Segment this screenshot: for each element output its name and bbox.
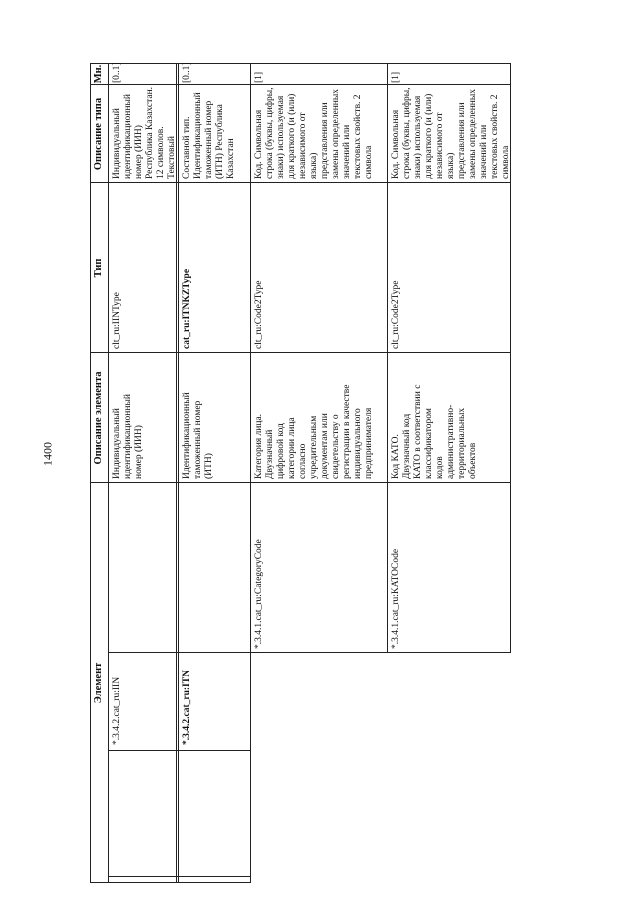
rule-row-2 bbox=[250, 63, 251, 883]
row-2-mult: [0..1] bbox=[182, 62, 192, 83]
rule-row-1b bbox=[178, 63, 179, 883]
row-4-element-desc: Код КАТО. Двузначный код КАТО в соответствии с классификатором кодов административно- территориальных объектов bbox=[391, 384, 478, 479]
rule-row-3 bbox=[387, 63, 388, 653]
header-mult: Мн. bbox=[93, 64, 104, 84]
rule-indent-3 bbox=[108, 652, 510, 653]
element-table bbox=[90, 63, 510, 883]
row-2-type: cat_ru:ITNKZType bbox=[182, 268, 192, 349]
row-2-element: *.3.4.2.cat_ru:ITN bbox=[182, 670, 192, 745]
row-3-element: *.3.4.1.cat_ru:CategoryCode bbox=[254, 539, 264, 649]
row-1-element-desc: Индивидуальный идентификационный номер (ИИН) bbox=[112, 394, 144, 479]
row-1-type-desc: Индивидуальный идентификационный номер (ИИН) Республика Казахстан. 12 символов. Текстовый bbox=[112, 86, 177, 179]
header-element: Элемент bbox=[93, 662, 104, 704]
header-type: Тип bbox=[93, 258, 104, 278]
page-number: 1400 bbox=[40, 442, 55, 466]
row-3-type: clt_ru:Code2Type bbox=[254, 280, 264, 349]
rule-col-desc bbox=[90, 482, 510, 483]
row-3-mult: [1] bbox=[254, 71, 264, 83]
header-element-desc: Описание элемента bbox=[93, 371, 104, 465]
rule-right bbox=[90, 63, 510, 64]
row-1-mult: [0..1] bbox=[112, 62, 122, 83]
row-2-type-desc: Составной тип. Идентификационный таможенный номер (ИТН) Республика Казахстан bbox=[182, 92, 236, 179]
row-4-element: *.3.4.1.cat_ru:KATOCode bbox=[391, 548, 401, 649]
row-4-type: clt_ru:Code2Type bbox=[391, 280, 401, 349]
row-1-element: *.3.4.2.cat_ru:IIN bbox=[112, 676, 122, 745]
rule-col-type bbox=[90, 352, 510, 353]
page-number-wrap bbox=[38, 434, 58, 474]
rule-col-mult bbox=[90, 84, 510, 85]
rule-left bbox=[90, 882, 250, 883]
rule-row-1 bbox=[176, 63, 177, 883]
row-3-type-desc: Код. Символьная строка (буквы, цифры, знаки) используемая для краткого (и (или) независимого от языка) представления или замены определенных значений или текстовых свойств. 2 символа bbox=[254, 87, 374, 179]
rule-header bbox=[108, 63, 109, 883]
rule-col-typedesc bbox=[90, 182, 510, 183]
rule-indent-1 bbox=[108, 876, 250, 877]
row-1-type: clt_ru:IINType bbox=[112, 292, 122, 349]
row-4-type-desc: Код. Символьная строка (буквы, цифры, знаки) используемая для краткого (и (или) независимого от языка) представления или замены определенных значений или текстовых свойств. 2 символа bbox=[391, 87, 511, 179]
row-3-element-desc: Категория лица. Двузначный цифровой код категории лица согласно учредительным документам или свидетельству о регистрации в качестве индивидуального предпринимателя bbox=[254, 384, 374, 479]
rule-indent-2 bbox=[108, 750, 250, 751]
header-type-desc: Описание типа bbox=[93, 97, 104, 171]
row-2-element-desc: Идентификационный таможенный номер (ИТН) bbox=[182, 392, 214, 479]
row-4-mult: [1] bbox=[391, 71, 401, 83]
